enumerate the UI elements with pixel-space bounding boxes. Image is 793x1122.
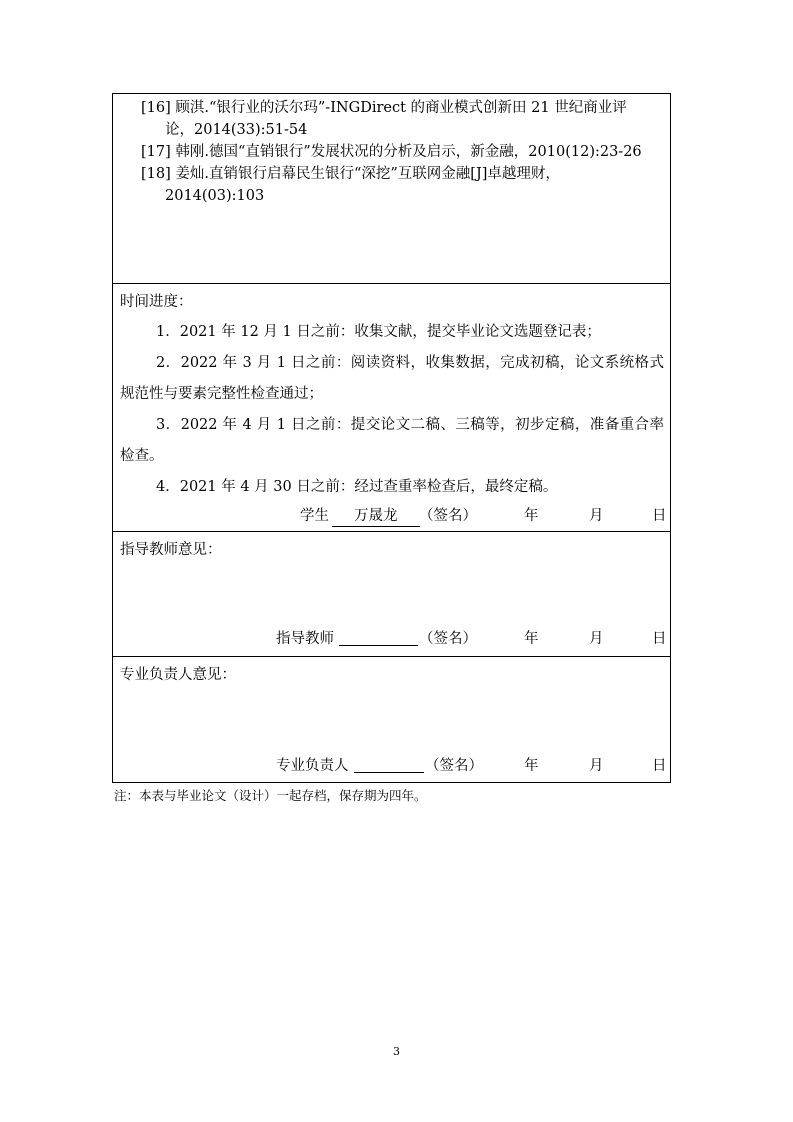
month-label: 月 [589,758,604,774]
day-label: 日 [652,758,667,774]
reference-text: 姜灿.直销银行启幕民生银行“深挖”互联网金融[J]卓越理财， [175,166,560,182]
reference-item [113,141,670,163]
reference-item [113,163,670,207]
director-label: 专业负责人 [276,758,349,774]
year-label: 年 [524,631,539,647]
advisor-opinion-title: 指导教师意见： [120,542,222,558]
day-label: 日 [652,508,667,524]
thesis-form-table [112,93,671,783]
month-label: 月 [589,508,604,524]
advisor-signature-blank[interactable] [339,629,418,646]
reference-text: 顾淇.“银行业的沃尔玛”-INGDirect 的商业模式创新田 21 世纪商业评 [175,100,627,116]
reference-number: [16] [141,100,171,116]
reference-number: [18] [141,166,171,182]
day-label: 日 [652,631,667,647]
student-label: 学生 [300,508,329,524]
reference-text-continued: 2014(03):103 [165,188,265,204]
month-label: 月 [589,631,604,647]
sign-label: （签名） [425,758,483,774]
reference-text: 韩刚.德国“直销银行”发展状况的分析及启示，新金融，2010(12):23-26 [175,144,642,160]
schedule-item: 2．2022 年 3 月 1 日之前：阅读资料，收集数据，完成初稿，论文系统格式规范性与要素完整性检查通过； [120,355,664,402]
page-number: 3 [393,1045,400,1058]
schedule-item: 4．2021 年 4 月 30 日之前：经过查重率检查后，最终定稿。 [156,479,558,495]
schedule-list [113,317,670,503]
references-section [113,94,670,284]
student-name-field [332,506,420,527]
student-signature-row [113,506,670,526]
schedule-item: 1．2021 年 12 月 1 日之前：收集文献，提交毕业论文选题登记表； [156,324,601,340]
schedule-title: 时间进度： [120,294,193,310]
schedule-section [113,284,670,532]
director-opinion-section [113,657,670,782]
sign-label: （签名） [419,631,477,647]
advisor-label: 指导教师 [276,631,334,647]
reference-number: [17] [141,144,171,160]
advisor-opinion-section [113,532,670,657]
advisor-signature-row [113,629,670,649]
student-name: 万晟龙 [354,508,398,524]
footer-note: 注：本表与毕业论文（设计）一起存档，保存期为四年。 [114,788,427,803]
director-signature-blank[interactable] [354,756,424,773]
year-label: 年 [524,508,539,524]
year-label: 年 [524,758,539,774]
reference-item [113,97,670,141]
director-opinion-title: 专业负责人意见： [120,667,236,683]
reference-text-continued: 论，2014(33):51-54 [165,122,308,138]
sign-label: （签名） [419,508,477,524]
director-signature-row [113,756,670,776]
schedule-item: 3．2022 年 4 月 1 日之前：提交论文二稿、三稿等，初步定稿，准备重合率检查。 [120,417,664,464]
